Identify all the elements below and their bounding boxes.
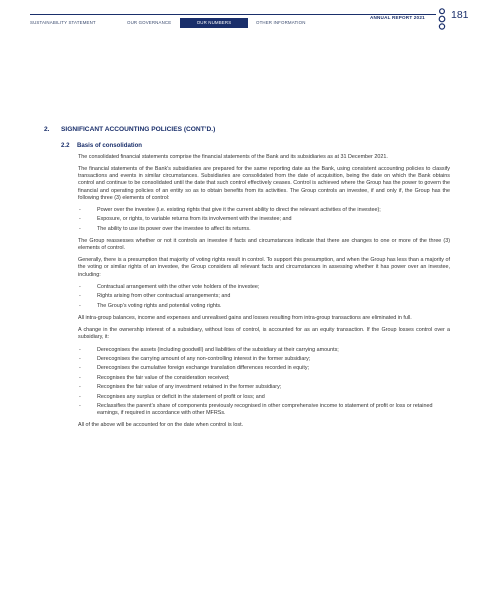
paragraph: Generally, there is a presumption that majority of voting rights result in control. To support this presumption, and when the Group has less than a majority of the voting or similar rights of an investee, the Group considers all relevant facts and circumstances in assessing whether it has power over an investee, including: <box>78 257 450 278</box>
paragraph: All of the above will be accounted for on the date when control is lost. <box>78 422 244 429</box>
tab-our-governance[interactable]: OUR GOVERNANCE <box>127 20 172 25</box>
body-text <box>78 154 450 435</box>
voting-rights-list <box>78 284 450 310</box>
list-item: - Derecognises the cumulative foreign exchange translation differences recorded in equity; <box>78 365 450 372</box>
list-item: - Rights arising from other contractual arrangements; and <box>78 293 450 300</box>
subsection-number: 2.2 <box>61 142 70 149</box>
list-item: - Contractual arrangement with the other vote holders of the investee; <box>78 284 450 291</box>
section-number: 2. <box>44 126 50 133</box>
loss-of-control-list <box>78 347 450 418</box>
list-item: - The Group’s voting rights and potential voting rights. <box>78 303 450 310</box>
subsection-heading <box>61 142 142 149</box>
paragraph: The consolidated financial statements comprise the financial statements of the Bank and its subsidiaries as at 31 December 2021. <box>78 154 388 160</box>
control-elements-list <box>78 207 450 233</box>
paragraph: The Group reassesses whether or not it controls an investee if facts and circumstances indicate that there are changes to one or more of the three (3) elements of control. <box>78 238 450 252</box>
list-item: - Exposure, or rights, to variable returns from its involvement with the investee; and <box>78 216 450 223</box>
section-nav <box>30 18 436 28</box>
paragraph: All intra-group balances, income and expenses and unrealised gains and losses resulting from intra-group transactions are eliminated in full. <box>78 314 412 321</box>
section-heading <box>44 126 215 133</box>
list-item: - Derecognises the carrying amount of any non-controlling interest in the former subsidiary; <box>78 356 450 363</box>
annual-report-label: ANNUAL REPORT 2021 <box>370 15 425 20</box>
subsection-title: Basis of consolidation <box>77 142 143 149</box>
list-item: - Power over the investee (i.e. existing rights that give it the current ability to direct the relevant activities of the investee); <box>78 207 450 214</box>
section-title: SIGNIFICANT ACCOUNTING POLICIES (CONT’D.) <box>61 126 216 133</box>
list-item: - Recognises any surplus or deficit in the statement of profit or loss; and <box>78 394 450 401</box>
list-item: - Recognises the fair value of the consideration received; <box>78 375 450 382</box>
page-number: 181 <box>451 9 469 21</box>
tab-other-information[interactable]: OTHER INFORMATION <box>256 20 306 25</box>
list-item: - Derecognises the assets (including goodwill) and liabilities of the subsidiary at their carrying amounts; <box>78 347 450 354</box>
list-item: - Recognises the fair value of any investment retained in the former subsidiary; <box>78 384 450 391</box>
list-item: - Reclassifies the parent’s share of components previously recognised in other comprehensive income to statement of profit or loss or retained earnings, if required in accordance with other MFRSs. <box>78 403 450 417</box>
tab-sustainability-statement[interactable]: SUSTAINABILITY STATEMENT <box>30 20 96 25</box>
list-item: - The ability to use its power over the investee to affect its returns. <box>78 226 450 233</box>
paragraph: A change in the ownership interest of a subsidiary, without loss of control, is accounted for as an equity transaction. If the Group losses control over a subsidiary, it: <box>78 327 450 341</box>
paragraph: The financial statements of the Bank’s subsidiaries are prepared for the same reporting date as the Bank, using consistent accounting policies to classify transactions and events in similar circumstances. Subsidiaries are consolidated from the date of acquisition, being the date on which the Bank obtains control and continue to be consolidated until the date that such control effectively ceases. Control is achieved where the Group has the power to govern the financial and operating policies of an entity so as to obtain benefits from its activities. The Group controls an investee, if and only if, the Group has the following three (3) elements of control: <box>78 166 450 201</box>
tab-our-numbers[interactable]: OUR NUMBERS <box>180 18 248 28</box>
bank-logo-icon <box>437 8 447 30</box>
